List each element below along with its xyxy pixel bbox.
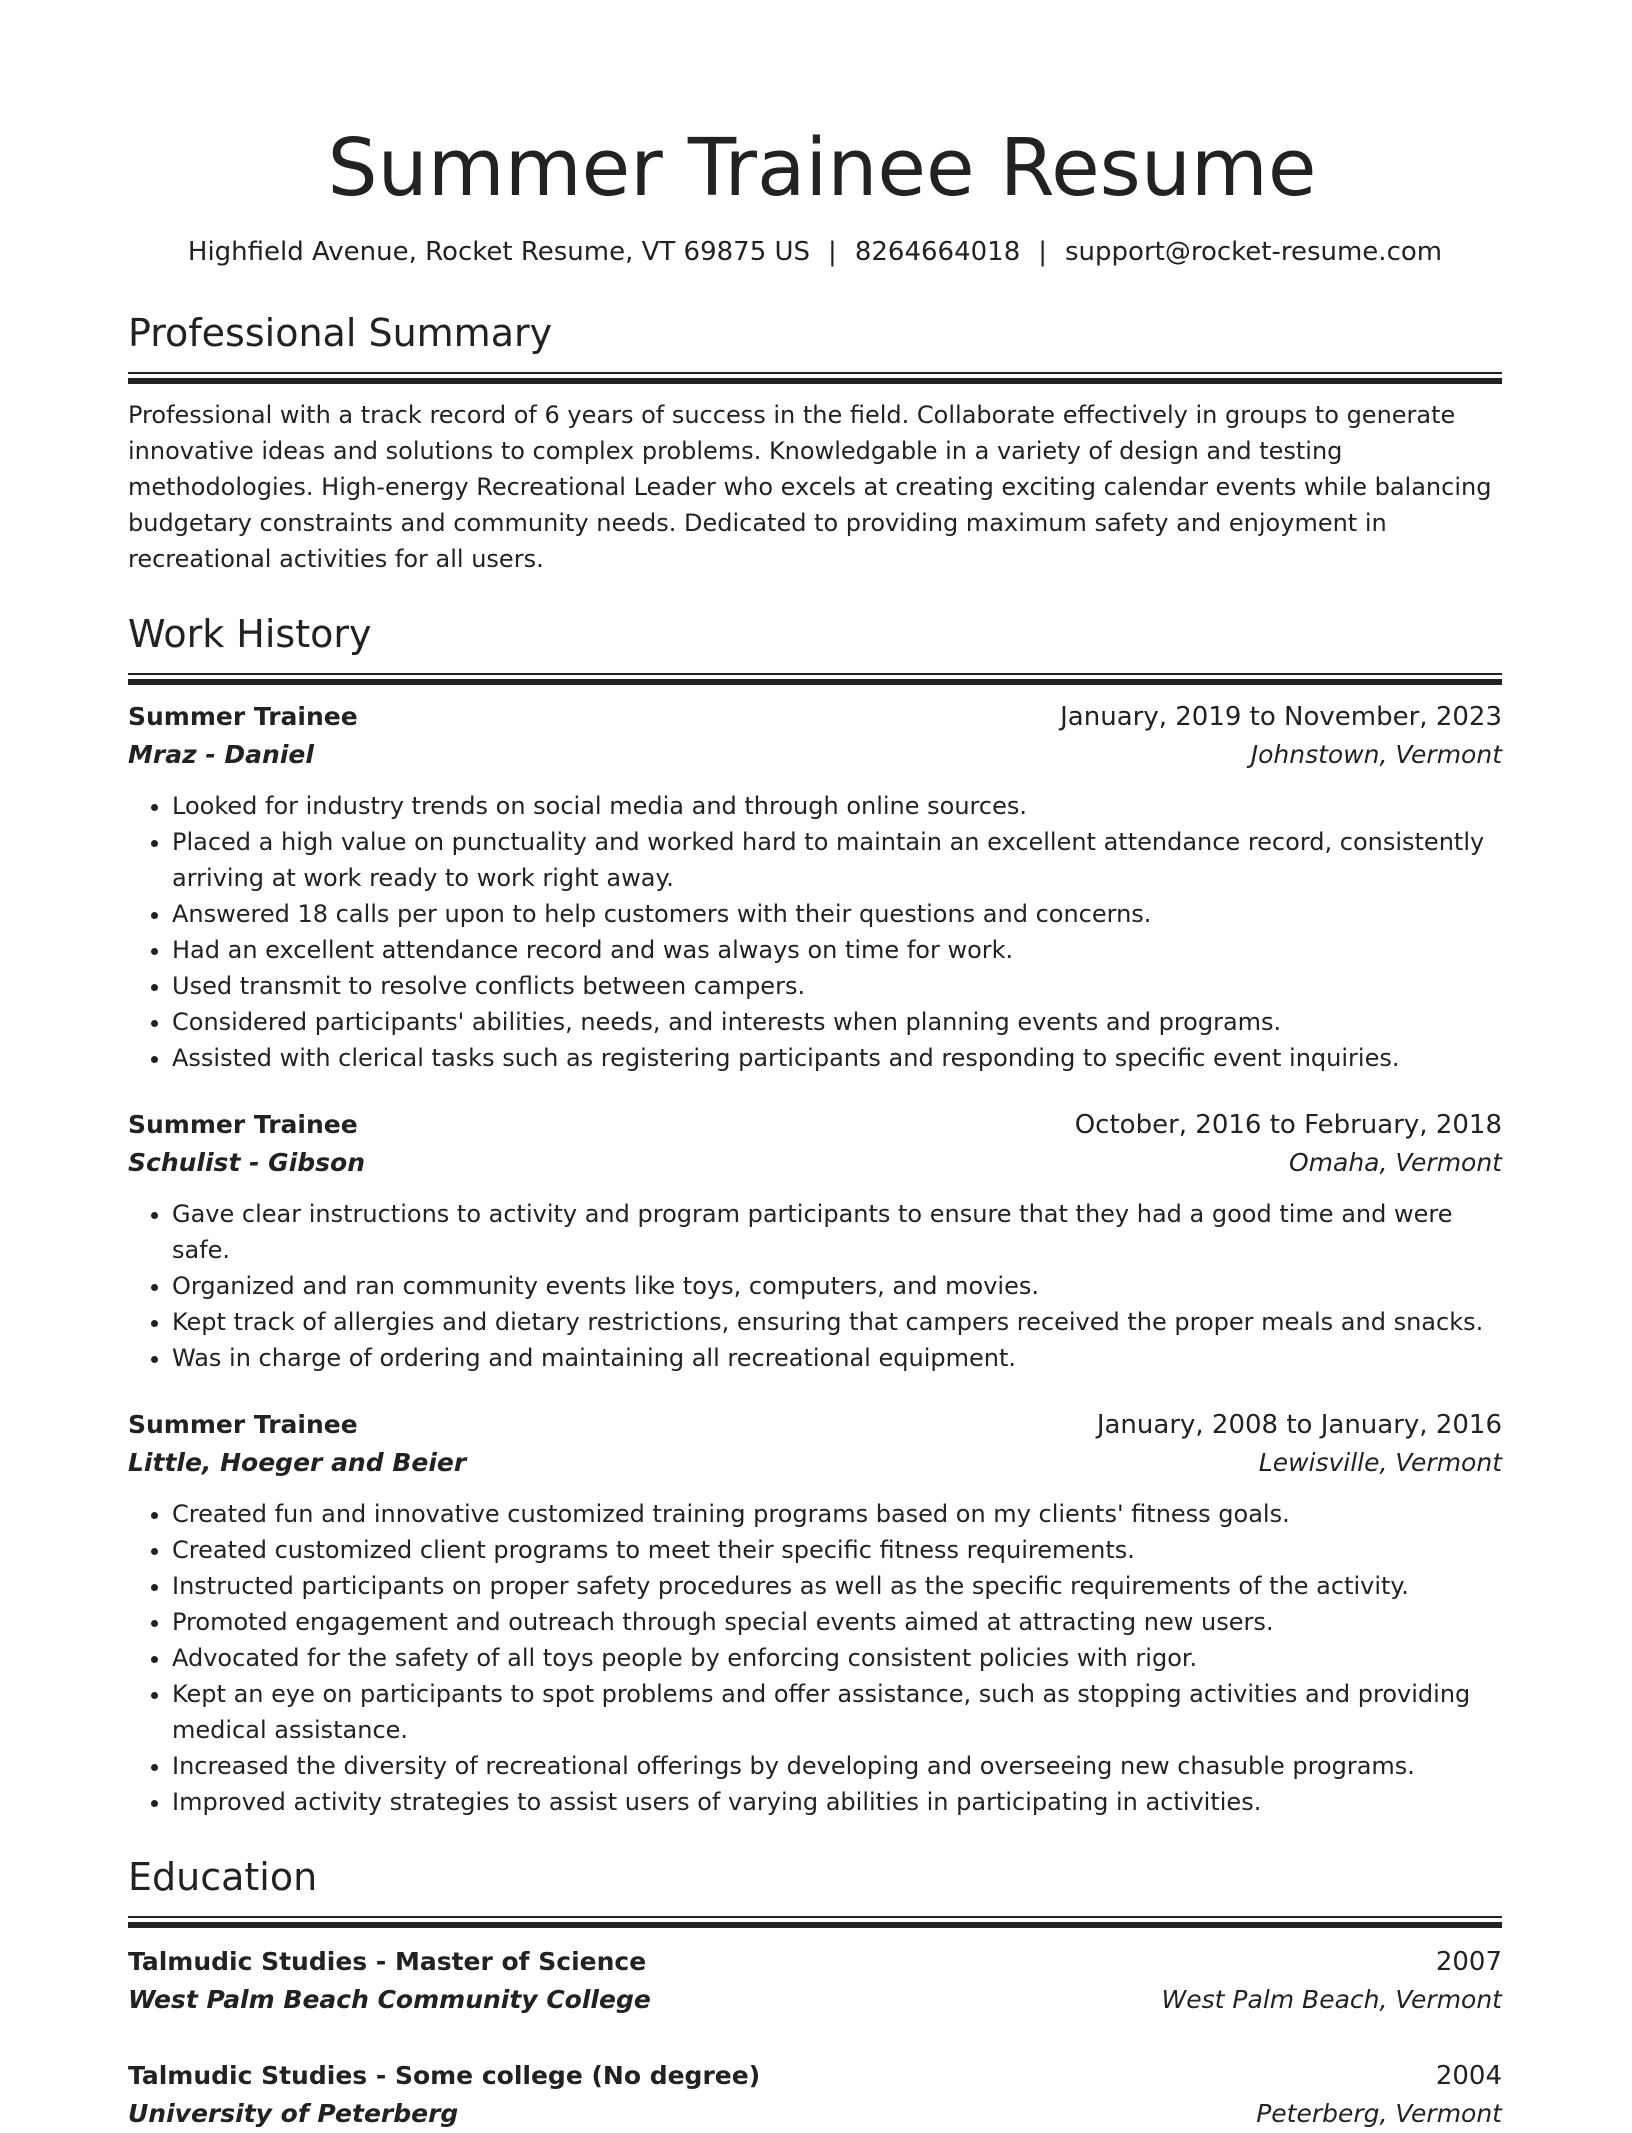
education-list (128, 1943, 1502, 2133)
job-bullet-list (128, 1196, 1502, 1376)
job-bullet: • Created fun and innovative customized training programs based on my clients' fitness goals. (172, 1496, 1502, 1532)
education-school-row (128, 1981, 1502, 2019)
section-heading-work-history: Work History (128, 612, 372, 656)
education-school-row (128, 2095, 1502, 2133)
education-degree: Talmudic Studies - Master of Science (128, 1947, 647, 1976)
job-dates: January, 2008 to January, 2016 (1096, 1410, 1502, 1440)
job-entry (128, 1406, 1502, 1820)
job-bullet-list (128, 1496, 1502, 1820)
education-location: West Palm Beach, Vermont (1161, 1985, 1502, 2014)
section-divider (128, 1916, 1502, 1923)
job-bullet: • Looked for industry trends on social media and through online sources. (172, 788, 1502, 824)
contact-phone: 8264664018 (854, 237, 1021, 267)
education-school: West Palm Beach Community College (128, 1985, 651, 2014)
job-entry (128, 698, 1502, 1076)
job-bullet: • Gave clear instructions to activity and program participants to ensure that they had a good time and were safe. (172, 1196, 1502, 1268)
job-title: Summer Trainee (128, 702, 358, 731)
job-location: Omaha, Vermont (1288, 1148, 1502, 1177)
job-company: Mraz - Daniel (128, 740, 314, 769)
section-divider (128, 673, 1502, 680)
education-entry (128, 2057, 1502, 2133)
job-header-row (128, 698, 1502, 736)
education-location: Peterberg, Vermont (1256, 2099, 1502, 2128)
section-heading-education: Education (128, 1855, 318, 1899)
job-bullet: • Instructed participants on proper safety procedures as well as the specific requirements of the activity. (172, 1568, 1502, 1604)
job-header-row (128, 1406, 1502, 1444)
job-company-row (128, 1144, 1502, 1182)
section-divider (128, 372, 1502, 379)
job-bullet: • Created customized client programs to meet their specific fitness requirements. (172, 1532, 1502, 1568)
education-degree: Talmudic Studies - Some college (No degree) (128, 2061, 761, 2090)
contact-separator: | (828, 237, 837, 267)
job-bullet: • Was in charge of ordering and maintaining all recreational equipment. (172, 1340, 1502, 1376)
job-bullet: • Improved activity strategies to assist users of varying abilities in participating in activities. (172, 1784, 1502, 1820)
job-entry (128, 1106, 1502, 1376)
contact-email: support@rocket-resume.com (1065, 237, 1443, 267)
education-entry (128, 1943, 1502, 2019)
resume-content (128, 118, 1502, 2133)
job-bullet: • Placed a high value on punctuality and worked hard to maintain an excellent attendance record, consistently arriving at work ready to work right away. (172, 824, 1502, 896)
education-year: 2004 (1435, 2061, 1502, 2091)
contact-line (128, 234, 1502, 270)
job-bullet: • Kept track of allergies and dietary restrictions, ensuring that campers received the proper meals and snacks. (172, 1304, 1502, 1340)
contact-address: Highfield Avenue, Rocket Resume, VT 69875 US (187, 237, 811, 267)
job-company-row (128, 736, 1502, 774)
education-year: 2007 (1435, 1947, 1502, 1977)
contact-separator: | (1038, 237, 1047, 267)
section-heading-summary: Professional Summary (128, 311, 553, 355)
education-header-row (128, 2057, 1502, 2095)
job-dates: October, 2016 to February, 2018 (1074, 1110, 1502, 1140)
job-bullet: • Kept an eye on participants to spot problems and offer assistance, such as stopping activities and providing medical assistance. (172, 1676, 1502, 1748)
job-bullet: • Increased the diversity of recreational offerings by developing and overseeing new chasuble programs. (172, 1748, 1502, 1784)
education-school: University of Peterberg (128, 2099, 459, 2128)
job-company-row (128, 1444, 1502, 1482)
job-bullet: • Organized and ran community events like toys, computers, and movies. (172, 1268, 1502, 1304)
job-bullet: • Considered participants' abilities, needs, and interests when planning events and programs. (172, 1004, 1502, 1040)
job-location: Lewisville, Vermont (1258, 1448, 1502, 1477)
job-header-row (128, 1106, 1502, 1144)
job-bullet: • Had an excellent attendance record and was always on time for work. (172, 932, 1502, 968)
job-bullet: • Assisted with clerical tasks such as registering participants and responding to specific event inquiries. (172, 1040, 1502, 1076)
job-location: Johnstown, Vermont (1250, 740, 1502, 769)
job-title: Summer Trainee (128, 1110, 358, 1139)
job-company: Little, Hoeger and Beier (128, 1448, 467, 1477)
summary-text: Professional with a track record of 6 years of success in the field. Collaborate effectively in groups to generate innovative ideas and solutions to complex problems. Knowledgable in a variety of design and testing methodologies. High-energy Recreational Leader who excels at creating exciting calendar events while balancing budgetary constraints and community needs. Dedicated to providing maximum safety and enjoyment in recreational activities for all users. (128, 401, 1492, 573)
job-bullet: • Advocated for the safety of all toys people by enforcing consistent policies with rigor. (172, 1640, 1502, 1676)
job-list (128, 698, 1502, 1820)
job-dates: January, 2019 to November, 2023 (1060, 702, 1502, 732)
job-bullet-list (128, 788, 1502, 1076)
job-bullet: • Used transmit to resolve conflicts between campers. (172, 968, 1502, 1004)
resume-title: Summer Trainee Resume (327, 122, 1317, 214)
education-header-row (128, 1943, 1502, 1981)
job-title: Summer Trainee (128, 1410, 358, 1439)
job-bullet: • Answered 18 calls per upon to help customers with their questions and concerns. (172, 896, 1502, 932)
job-bullet: • Promoted engagement and outreach through special events aimed at attracting new users. (172, 1604, 1502, 1640)
job-company: Schulist - Gibson (128, 1148, 366, 1177)
